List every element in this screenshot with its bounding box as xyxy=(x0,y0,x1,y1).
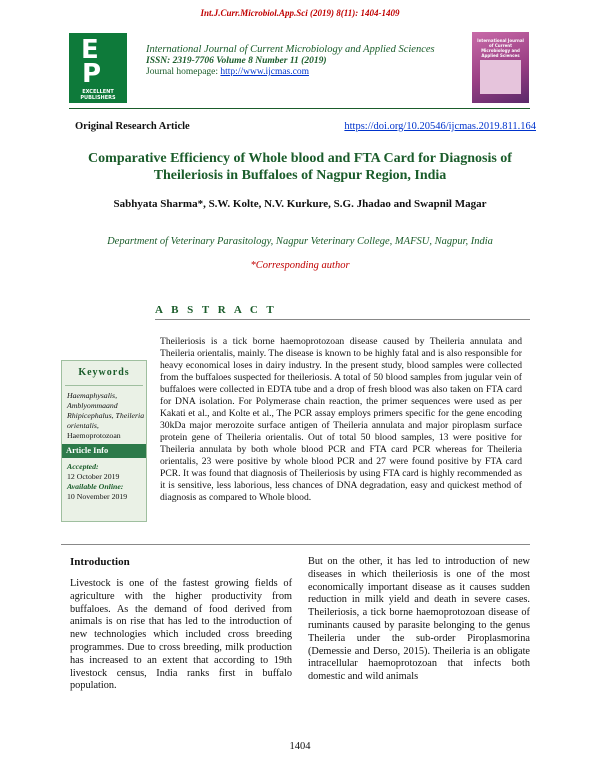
journal-homepage xyxy=(146,67,446,77)
body-right-column: But on the other, it has led to introduction of new diseases in which theileriosis is one of the most economically important disease as it causes sudden reduction in milk yield and death in severe cases. Theileriosis, a tick borne haemoprotozoan disease of ruminants caused by parasite belonging to the genus Theileria under the sub-order Piroplasmorina (Demessie and Derso, 2015). Theileria is an obligate intracellular haemoprotozoan that infects both domestic and wild animals xyxy=(308,556,530,683)
doi-link[interactable]: https://doi.org/10.20546/ijcmas.2019.811.164 xyxy=(344,121,536,132)
corresponding-author-note: *Corresponding author xyxy=(250,260,350,271)
keywords-heading: Keywords xyxy=(78,367,130,378)
page-number: 1404 xyxy=(289,741,311,752)
logo-text: EXCELLENT PUBLISHERS xyxy=(80,89,116,101)
article-info-heading: Article Info xyxy=(66,445,109,455)
journal-header xyxy=(146,44,446,77)
article-dates xyxy=(67,462,145,502)
affiliation: Department of Veterinary Parasitology, Nagpur Veterinary College, MAFSU, Nagpur, India xyxy=(107,236,493,247)
article-title: Comparative Efficiency of Whole blood and FTA Card for Diagnosis of Theileriosis in Buffaloes of Nagpur Region, India xyxy=(88,151,512,183)
keywords-list xyxy=(67,391,145,441)
issn-line: ISSN: 2319-7706 Volume 8 Number 11 (2019) xyxy=(146,56,327,66)
homepage-label: Journal homepage: xyxy=(146,67,221,77)
keywords-plain: Haemoprotozoan xyxy=(67,431,121,440)
logo-letter-e: E xyxy=(81,35,99,65)
publisher-logo xyxy=(69,33,127,103)
abstract-bottom-divider xyxy=(61,544,530,545)
online-date: 10 November 2019 xyxy=(67,492,128,501)
journal-name: International Journal of Current Microbiology and Applied Sciences xyxy=(146,44,435,55)
abstract-divider xyxy=(155,319,530,320)
header-divider xyxy=(69,108,530,109)
homepage-link[interactable]: http://www.ijcmas.com xyxy=(220,67,309,77)
keywords-divider xyxy=(65,385,143,386)
abstract-text: Theileriosis is a tick borne haemoprotozoan disease caused by Theileria annulata and Theileria orientalis, mainly. The disease is known to be highly fatal and is also responsible for heavy economical loses in dairy industry. In the present study, blood samples were collected from the buffaloes suspected for theileriosis. A total of 50 blood samples from jugular vein of buffaloes were collected in EDTA tube and a drop of fresh blood was also taken on FTA card for DNA isolation. For Polymerase chain reaction, the primer sequences were used as per Kakati et al., and Kolte et al., The PCR assay employs primers specific for the gene encoding 30kDa major merozoite surface antigen of Theileria annulata and major piroplasm surface protein gene of Theileria orientalis. Out of total 50 blood samples, 13 were positive for Theileria annulata by both whole blood PCR and FTA card PCR whereas for Theileria orientalis, 23 were positive by whole blood PCR and 27 were found positive by FTA card PCR. It was found that diagnosis of Theileriosis by using FTA card is highly recommended as it is sensitive, less laborious, less chances of DNA degradation, easy and quickest method of diagnosis as compared to Whole blood. xyxy=(160,336,522,503)
accepted-date: 12 October 2019 xyxy=(67,472,120,481)
article-type: Original Research Article xyxy=(75,121,190,132)
body-left-column: Livestock is one of the fastest growing fields of agriculture with the higher productivity from buffaloes. As the demand of food derived from animals is on rise that has led to the introduction of new technologies which included cross breeding programmes. Due to cross breeding, milk production has increased to an extent that according to 19th livestock census, India ranks first in buffalo population. xyxy=(70,578,292,692)
article-info-bar xyxy=(62,444,146,458)
logo-letter-p: P xyxy=(82,59,102,89)
journal-cover-image xyxy=(472,32,529,103)
keywords-article-info-box xyxy=(61,360,147,522)
online-label: Available Online: xyxy=(67,482,124,491)
cover-title: International Journal of Current Microbiology and Applied Sciences xyxy=(477,38,524,58)
author-list: Sabhyata Sharma*, S.W. Kolte, N.V. Kurkure, S.G. Jhadao and Swapnil Magar xyxy=(113,198,487,210)
cover-graphic xyxy=(480,60,521,94)
keywords-italic: Haemaphysalis, Amblyommaand Rhipicephalus, Theileria orientalis, xyxy=(67,391,145,430)
abstract-heading: A B S T R A C T xyxy=(155,304,277,316)
introduction-heading: Introduction xyxy=(70,556,130,568)
journal-citation: Int.J.Curr.Microbiol.App.Sci (2019) 8(11): 1404-1409 xyxy=(200,8,400,18)
accepted-label: Accepted: xyxy=(67,462,99,471)
